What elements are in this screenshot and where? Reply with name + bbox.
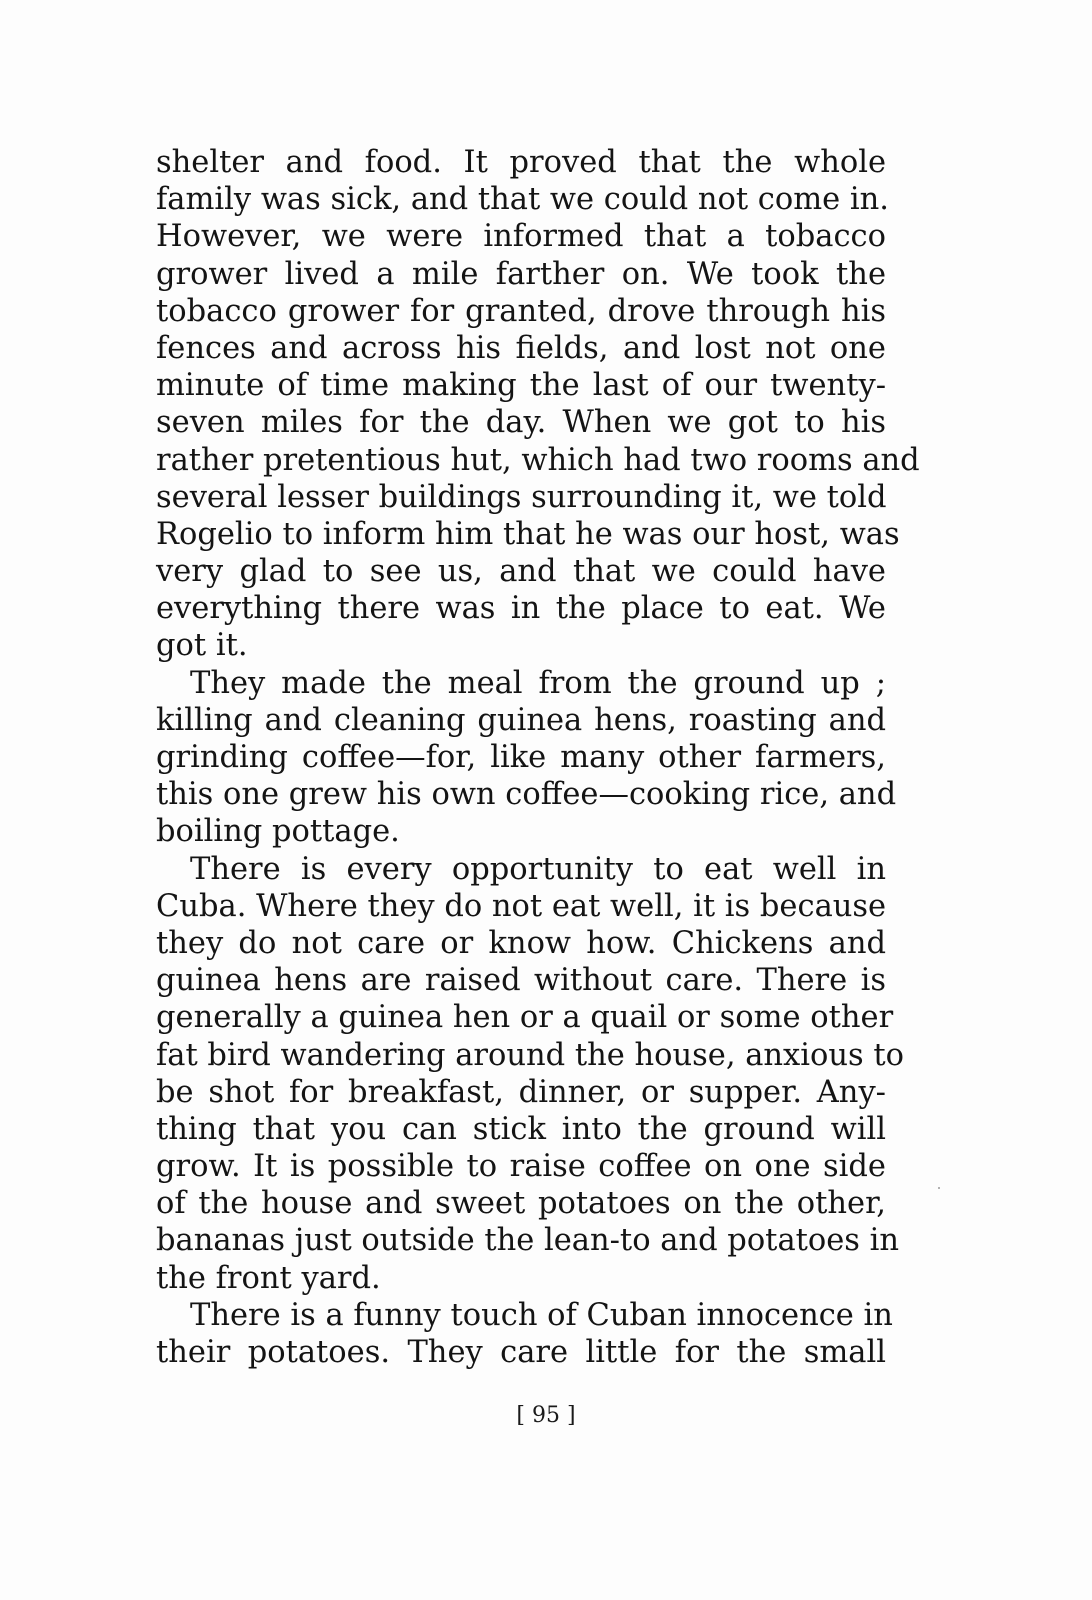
- paragraph-end-line: got it.: [156, 628, 248, 664]
- text-line: everything there was in the place to eat. We: [156, 591, 886, 627]
- text-line: shelter and food. It proved that the whole: [156, 145, 886, 180]
- text-line: grow. It is possible to raise coffee on one side: [156, 1149, 886, 1185]
- text-line: be shot for breakfast, dinner, or supper. Any-: [156, 1074, 886, 1110]
- paragraph-first-line: They made the meal from the ground up ;: [190, 665, 886, 701]
- text-line: their potatoes. They care little for the small: [156, 1335, 886, 1370]
- text-line: rather pretentious hut, which had two rooms and: [156, 442, 920, 478]
- text-line: generally a guinea hen or a quail or some other: [156, 1000, 894, 1036]
- text-line: bananas just outside the lean-to and potatoes in: [156, 1223, 900, 1259]
- text-line: seven miles for the day. When we got to his: [156, 405, 886, 441]
- text-line: killing and cleaning guinea hens, roasting and: [156, 702, 886, 738]
- page-number: [ 95 ]: [516, 1403, 576, 1428]
- text-line: they do not care or know how. Chickens and: [156, 925, 886, 961]
- text-line: grinding coffee—for, like many other farmers,: [156, 740, 886, 775]
- text-line: grower lived a mile farther on. We took the: [156, 256, 886, 292]
- text-line: several lesser buildings surrounding it, we told: [156, 479, 887, 515]
- text-line: Cuba. Where they do not eat well, it is because: [156, 888, 887, 924]
- body-text: [156, 144, 920, 1371]
- text-line: guinea hens are raised without care. There is: [156, 963, 886, 999]
- text-line: this one grew his own coffee—cooking rice, and: [156, 777, 897, 813]
- text-line: very glad to see us, and that we could have: [156, 554, 886, 590]
- paragraph-first-line: There is every opportunity to eat well in: [190, 851, 886, 887]
- text-line: fat bird wandering around the house, anxious to: [156, 1037, 904, 1073]
- text-line: However, we were informed that a tobacco: [156, 219, 886, 255]
- paper-speck: [938, 1187, 940, 1189]
- text-line: thing that you can stick into the ground will: [156, 1111, 886, 1147]
- text-line: fences and across his fields, and lost not one: [156, 330, 886, 366]
- text-line: tobacco grower for granted, drove through his: [156, 293, 886, 329]
- paragraph-first-line: There is a funny touch of Cuban innocence in: [190, 1297, 893, 1333]
- text-line: family was sick, and that we could not come in.: [156, 182, 889, 218]
- text-line: minute of time making the last of our twenty-: [156, 368, 886, 404]
- paragraph-end-line: the front yard.: [156, 1260, 381, 1296]
- text-line: of the house and sweet potatoes on the other,: [156, 1186, 886, 1222]
- paragraph-end-line: boiling pottage.: [156, 814, 400, 850]
- text-line: Rogelio to inform him that he was our host, was: [156, 516, 900, 552]
